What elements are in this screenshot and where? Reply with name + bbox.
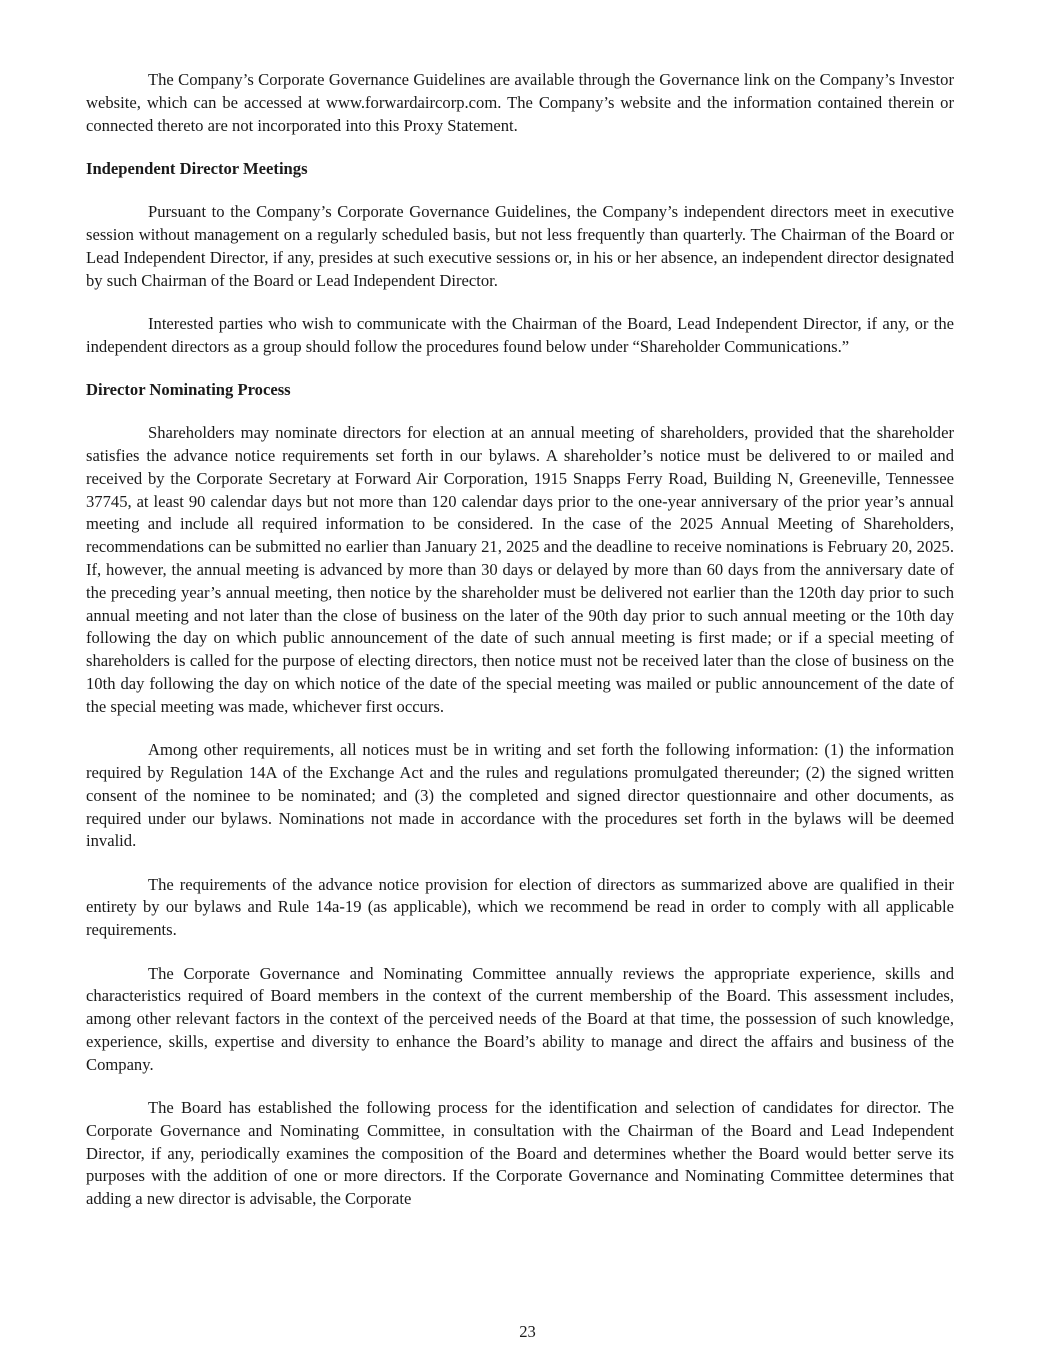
section-heading-independent-director-meetings: Independent Director Meetings: [86, 158, 308, 178]
intro-paragraph-governance-guidelines: The Company’s Corporate Governance Guidelines are available through the Governance link on the Company’s Investor website, which can be accessed at www.forwardaircorp.com. The Company’s website and the information contained therein or connected thereto are not incorporated into this Proxy Statement.: [86, 70, 954, 135]
paragraph-interested-parties: Interested parties who wish to communicate with the Chairman of the Board, Lead Independent Director, if any, or the independent directors as a group should follow the procedures found below under “Shareholder Communications.”: [86, 313, 954, 356]
paragraph-notice-requirements: Among other requirements, all notices must be in writing and set forth the following information: (1) the information required by Regulation 14A of the Exchange Act and the rules and regulations promulgated thereunder; (2) the signed written consent of the nominee to be nominated; and (3) the completed and signed director questionnaire and other documents, as required under our bylaws. Nominations not made in accordance with the procedures set forth in the bylaws will be deemed invalid.: [86, 740, 954, 851]
section-director-nominating-process: [86, 379, 954, 1211]
section-heading-director-nominating-process: Director Nominating Process: [86, 379, 291, 399]
paragraph-advance-notice-provision: The requirements of the advance notice provision for election of directors as summarized above are qualified in their entirety by our bylaws and Rule 14a-19 (as applicable), which we recommend be read in order to comply with all applicable requirements.: [86, 874, 954, 940]
section-independent-director-meetings: [86, 158, 954, 359]
paragraph-committee-annual-review: The Corporate Governance and Nominating Committee annually reviews the appropriate experience, skills and characteristics required of Board members in the context of the current membership of the Board. This assessment includes, among other relevant factors in the context of the perceived needs of the Board at that time, the possession of such knowledge, experience, skills, expertise and diversity to enhance the Board’s ability to manage and direct the affairs and business of the Company.: [86, 963, 954, 1074]
paragraph-executive-sessions: Pursuant to the Company’s Corporate Governance Guidelines, the Company’s independent directors meet in executive session without management on a regularly scheduled basis, but not less frequently than quarterly. The Chairman of the Board or Lead Independent Director, if any, presides at such executive sessions or, in his or her absence, an independent director designated by such Chairman of the Board or Lead Independent Director.: [86, 202, 954, 290]
document-page: [86, 69, 954, 1211]
paragraph-shareholder-nominations: Shareholders may nominate directors for election at an annual meeting of shareholders, provided that the shareholder satisfies the advance notice requirements set forth in our bylaws. A shareholder’s notice must be delivered to or mailed and received by the Corporate Secretary at Forward Air Corporation, 1915 Snapps Ferry Road, Building N, Greeneville, Tennessee 37745, at least 90 calendar days but not more than 120 calendar days prior to the one-year anniversary of the prior year’s annual meeting and include all required information to be considered. In the case of the 2025 Annual Meeting of Shareholders, recommendations can be submitted no earlier than January 21, 2025 and the deadline to receive nominations is February 20, 2025. If, however, the annual meeting is advanced by more than 30 days or delayed by more than 60 days from the anniversary date of the preceding year’s annual meeting, then notice by the shareholder must be delivered not earlier than the 120th day prior to such annual meeting and not later than the close of business on the later of the 90th day prior to such annual meeting or the 10th day following the day on which public announcement of the date of such annual meeting is first made; or if a special meeting of shareholders is called for the purpose of electing directors, then notice must not be received later than the close of business on the 10th day following the day on which notice of the date of the special meeting was mailed or public announcement of the date of the special meeting was made, whichever first occurs.: [86, 423, 954, 716]
paragraph-candidate-selection-process: The Board has established the following process for the identification and selection of candidates for director. The Corporate Governance and Nominating Committee, in consultation with the Chairman of the Board and Lead Independent Director, if any, periodically examines the composition of the Board and determines whether the Board would better serve its purposes with the addition of one or more directors. If the Corporate Governance and Nominating Committee determines that adding a new director is advisable, the Corporate: [86, 1097, 954, 1209]
page-number: 23: [519, 1322, 536, 1341]
